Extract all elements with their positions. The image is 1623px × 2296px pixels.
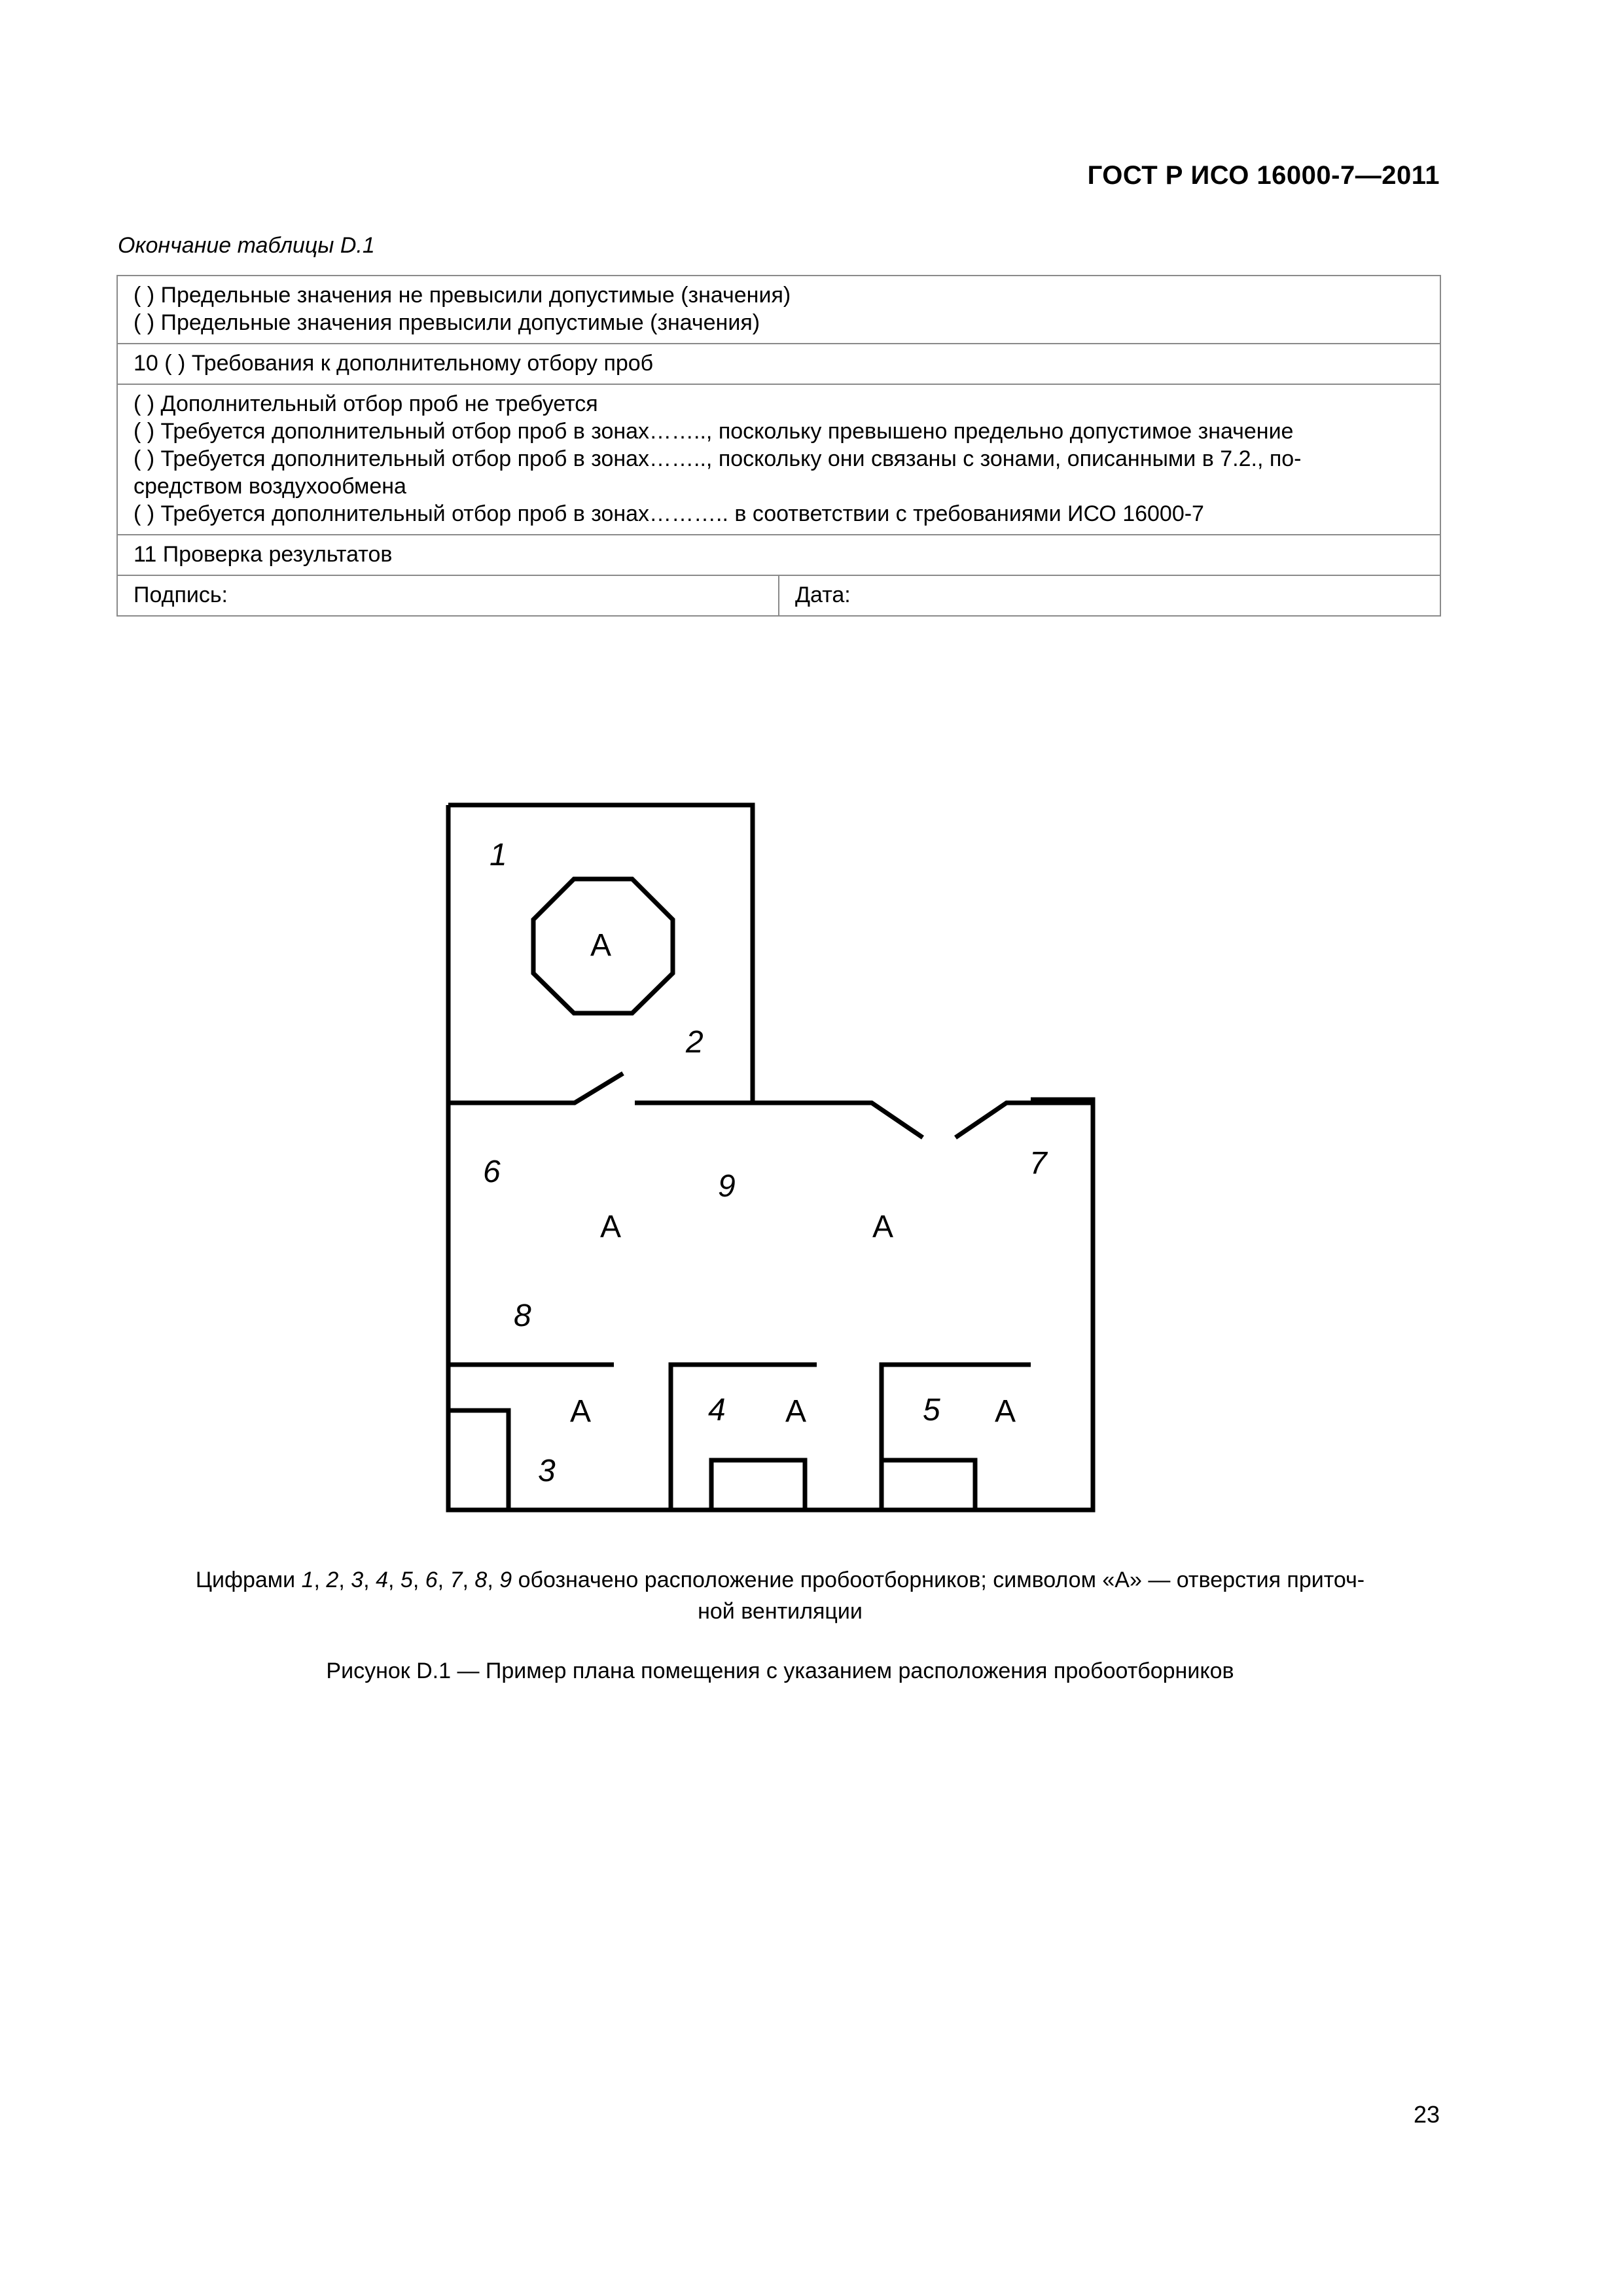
legend-digit: 4 [376,1568,388,1592]
cabinet [711,1460,805,1510]
table-row [117,344,1440,384]
table-row [117,575,1440,616]
table-line: ( ) Требуется дополнительный отбор проб в зонах…….., поскольку они связаны с зонами, описанными в 7.2., по- [134,446,1302,471]
signature-label: Подпись: [117,575,779,616]
table-cell-verification: 11 Проверка результатов [117,535,1440,575]
sampler-label-6: 6 [483,1155,501,1189]
sampler-label-4: 4 [708,1393,726,1427]
cabinet [882,1460,975,1510]
sampler-label-8: 8 [514,1299,531,1333]
wall [448,1073,623,1103]
sampler-label-5: 5 [923,1393,940,1427]
room-plan-diagram [432,785,1099,1532]
ventilation-label-a: A [785,1394,807,1429]
table-cell-additional-sampling-options [117,384,1440,535]
sampler-label-3: 3 [538,1454,556,1488]
sampler-label-7: 7 [1029,1146,1047,1181]
wall [671,1365,817,1510]
table-caption: Окончание таблицы D.1 [118,233,375,258]
legend-digit: 2 [326,1568,339,1592]
wall [635,1103,923,1138]
table-line: ( ) Требуется дополнительный отбор проб в зонах……….. в соответствии с требованиями ИСО 16000-7 [134,501,1204,526]
ventilation-label-a: A [570,1394,592,1429]
date-label: Дата: [779,575,1440,616]
legend-line-1: Цифрами 1, 2, 3, 4, 5, 6, 7, 8, 9 обозначено расположение пробоотборников; символом «А» — отверстия приточ- [195,1568,1365,1592]
ventilation-label-a: A [995,1394,1016,1429]
ventilation-label-a: A [872,1210,894,1244]
sampler-label-1: 1 [490,838,507,872]
legend-digit: 8 [474,1568,488,1592]
legend-digit: 6 [425,1568,438,1592]
table-line: ( ) Предельные значения превысили допустимые (значения) [134,310,760,335]
ventilation-label-a: A [590,928,612,963]
cabinet [448,1410,508,1510]
document-code: ГОСТ Р ИСО 16000-7—2011 [1087,161,1440,190]
room-plan-figure [432,785,1099,1532]
table-cell-limits [117,276,1440,344]
sampler-label-2: 2 [686,1025,704,1060]
legend-prefix: Цифрами [195,1568,302,1592]
table-line: средством воздухообмена [134,474,406,499]
table-row [117,276,1440,344]
figure-legend [118,1564,1442,1627]
table-row [117,535,1440,575]
legend-suffix: обозначено расположение пробоотборников; символом «А» — отверстия приточ- [512,1568,1365,1592]
legend-digit: 9 [499,1568,512,1592]
figure-title: Рисунок D.1 — Пример плана помещения с указанием расположения пробоотборников [326,1659,1234,1683]
ventilation-label-a: A [600,1210,622,1244]
table-line: ( ) Требуется дополнительный отбор проб в зонах…….., поскольку превышено предельно допустимое значение [134,419,1294,444]
legend-digit: 3 [351,1568,364,1592]
wall [882,1365,1031,1510]
legend-line-2: ной вентиляции [698,1599,863,1624]
legend-digit: 1 [301,1568,314,1592]
table-line: ( ) Предельные значения не превысили допустимые (значения) [134,283,791,308]
table-line: ( ) Дополнительный отбор проб не требуется [134,391,598,416]
form-table [116,275,1441,617]
wall [955,1103,1093,1138]
page-number: 23 [1413,2101,1440,2128]
legend-digit: 7 [450,1568,463,1592]
table-cell-additional-sampling-heading: 10 ( ) Требования к дополнительному отбору проб [117,344,1440,384]
sampler-label-9: 9 [718,1169,736,1204]
legend-digit: 5 [400,1568,413,1592]
table-row [117,384,1440,535]
